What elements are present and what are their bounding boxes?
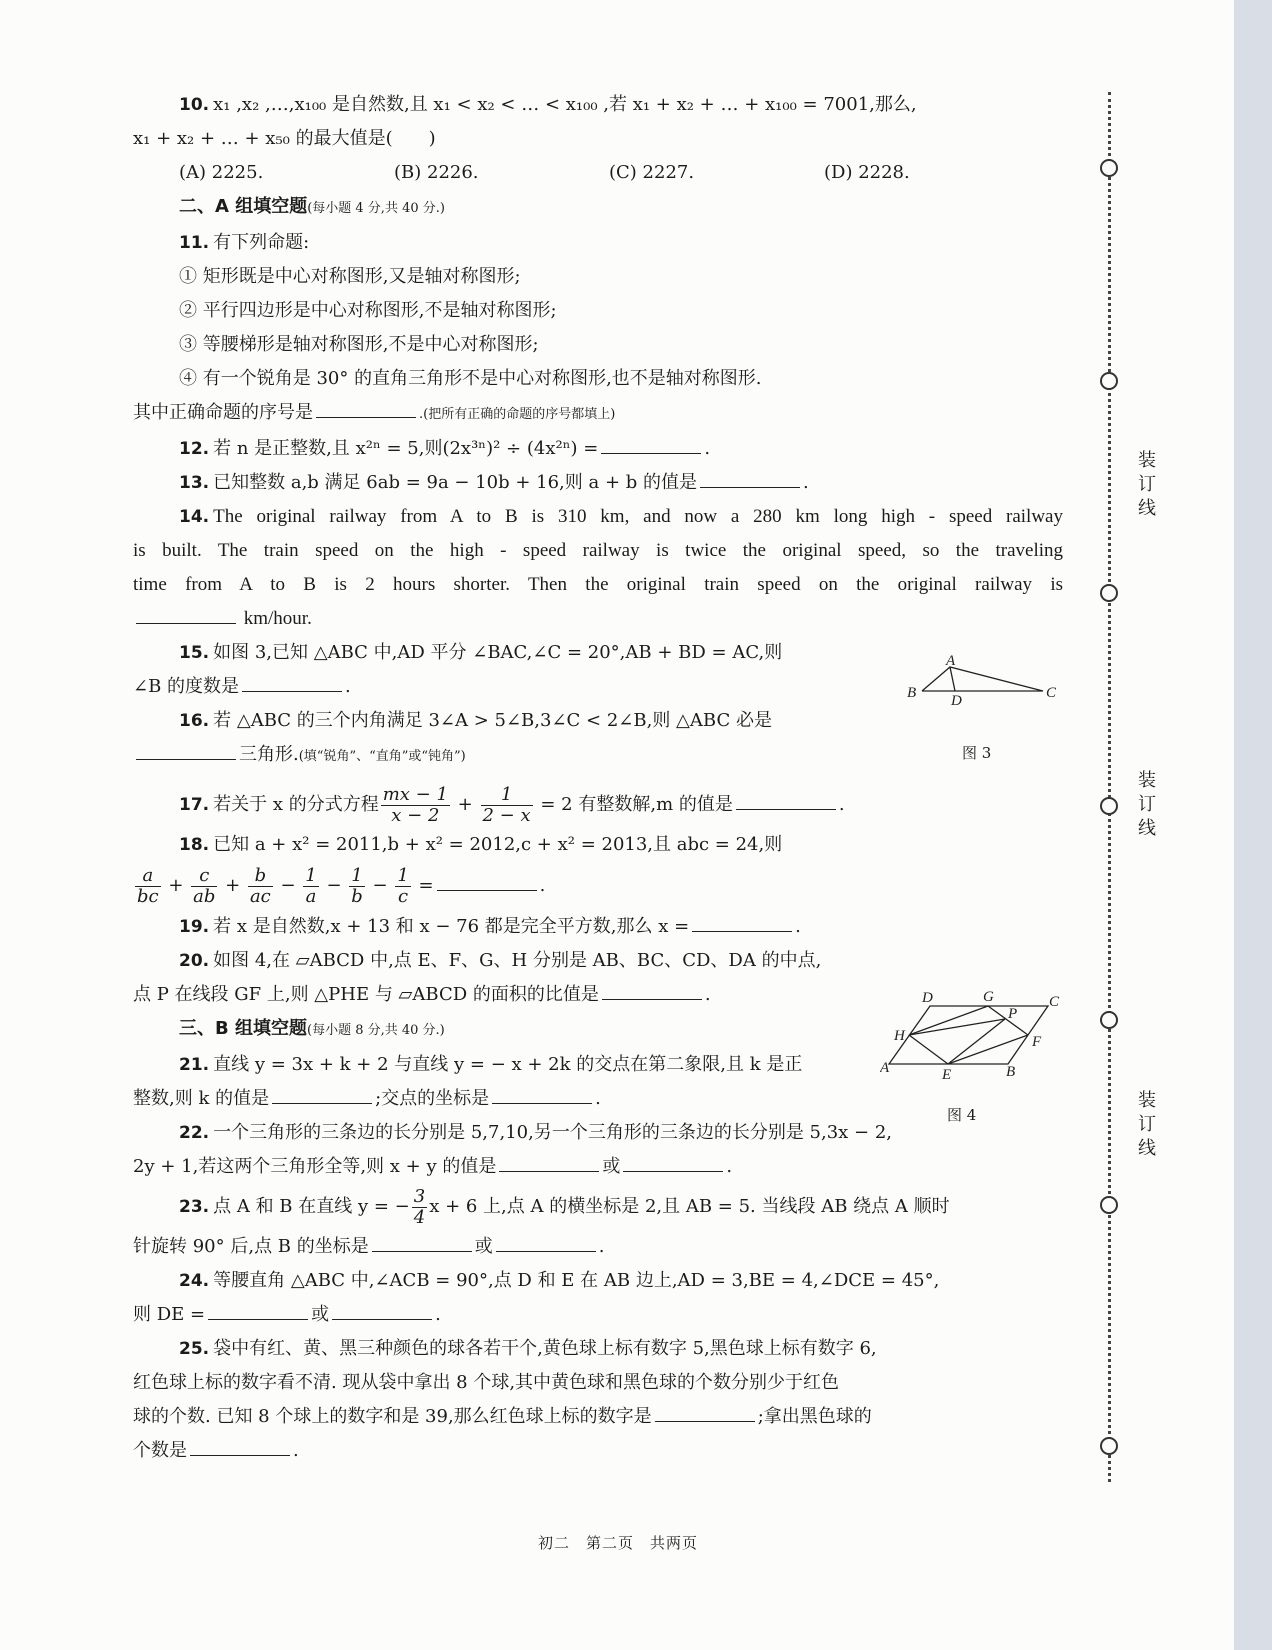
q17-fraction-2 <box>481 785 533 826</box>
q13-number: 13. <box>179 473 210 493</box>
q18-denominator-5: c <box>398 885 409 907</box>
q17-plus: + <box>457 794 473 815</box>
fig4-label-h: H <box>894 1028 905 1044</box>
q17-f1-numerator: mx − 1 <box>382 783 448 805</box>
q11-intro: 有下列命题: <box>213 232 310 253</box>
q23-pre: 点 A 和 B 在直线 y = − <box>213 1196 410 1217</box>
fig4-label-c: C <box>1049 994 1060 1010</box>
q17-pre: 若关于 x 的分式方程 <box>213 794 379 815</box>
q10-choices <box>133 156 1063 190</box>
q23-number: 23. <box>179 1197 210 1217</box>
q18-fraction-5 <box>395 866 410 907</box>
q25-line4 <box>133 1434 1063 1468</box>
q23-or: 或 <box>474 1236 493 1257</box>
q21-point-blank[interactable] <box>492 1085 592 1104</box>
q21-k-blank[interactable] <box>272 1085 372 1104</box>
q23-denominator: 4 <box>413 1206 426 1228</box>
q11-ask <box>133 396 1063 432</box>
fig4-label-g: G <box>983 989 994 1005</box>
q18-numerator-4: 1 <box>349 866 365 887</box>
q14-number: 14. <box>179 507 210 527</box>
q13-answer-blank[interactable] <box>700 469 800 488</box>
q23-answer-blank-1[interactable] <box>372 1233 472 1252</box>
binding-hole-circle-3 <box>1100 584 1118 602</box>
q11-item-4: ④ 有一个锐角是 30° 的直角三角形不是中心对称图形,也不是轴对称图形. <box>179 368 762 389</box>
q15-number: 15. <box>179 643 210 663</box>
q25-red-number-blank[interactable] <box>655 1403 755 1422</box>
q13-text: 已知整数 a,b 满足 6ab = 9a − 10b + 16,则 a + b 的值是 <box>213 472 698 493</box>
q18-line1 <box>133 828 1063 862</box>
q18-text1: 已知 a + x² = 2011,b + x² = 2012,c + x² = 2013,且 abc = 24,则 <box>213 834 783 855</box>
q18-denominator-0: bc <box>137 885 159 907</box>
q22-text1: 一个三角形的三条边的长分别是 5,7,10,另一个三角形的三条边的长分别是 5,3x − 2, <box>213 1122 893 1143</box>
q18-fraction-4 <box>349 866 365 907</box>
q17-f2-numerator: 1 <box>481 785 533 806</box>
q11-item-3: ③ 等腰梯形是轴对称图形,不是中心对称图形; <box>179 334 539 355</box>
q13-end: . <box>803 472 809 493</box>
q18-fraction-1 <box>191 866 217 907</box>
q18-denominator-4: b <box>351 885 363 907</box>
choice-b: (B) 2226. <box>394 162 479 183</box>
q25-end: . <box>293 1440 299 1461</box>
q24-or: 或 <box>311 1304 330 1325</box>
fig3-label-b: B <box>907 685 917 701</box>
q25-line3 <box>133 1400 1063 1434</box>
q25-text4: 个数是 <box>133 1440 187 1461</box>
q18-numerator-5: 1 <box>397 864 409 886</box>
q22-answer-blank-2[interactable] <box>623 1153 723 1172</box>
section-a-title: 二、A 组填空题 <box>179 196 308 217</box>
q23-line2 <box>133 1230 1063 1264</box>
q11-item-2: ② 平行四边形是中心对称图形,不是轴对称图形; <box>179 300 557 321</box>
q25-line1 <box>133 1332 1063 1366</box>
binding-label-1: 装订线 <box>1135 450 1156 522</box>
q18-numerator-1: c <box>191 866 217 887</box>
q17-answer-blank[interactable] <box>736 791 836 810</box>
q23-end: . <box>598 1236 605 1257</box>
q18-denominator-1: ab <box>193 885 216 907</box>
q11-note: .(把所有正确的命题的序号都填上) <box>419 407 616 422</box>
q15-end: . <box>345 676 351 697</box>
figure-3 <box>900 655 1060 709</box>
q13-line <box>133 466 1063 500</box>
q22-end: . <box>726 1156 733 1177</box>
binding-hole-circle-4 <box>1100 797 1118 815</box>
q10-text1: x₁ ,x₂ ,…,x₁₀₀ 是自然数,且 x₁ < x₂ < … < x₁₀₀ ,若 x₁ + x₂ + … + x₁₀₀ = 7001,那么, <box>213 94 917 115</box>
q16-number: 16. <box>179 711 210 731</box>
q24-end: . <box>435 1304 441 1325</box>
q17-post: = 2 有整数解,m 的值是 <box>540 794 733 815</box>
q22-answer-blank-1[interactable] <box>499 1153 599 1172</box>
q11-number: 11. <box>179 233 210 253</box>
q19-answer-blank[interactable] <box>692 913 792 932</box>
q20-line1 <box>133 944 1063 978</box>
q20-text2: 点 P 在线段 GF 上,则 △PHE 与 ▱ABCD 的面积的比值是 <box>133 984 599 1005</box>
fig4-label-p: P <box>1008 1006 1018 1022</box>
q18-denominator-2: ac <box>249 885 271 907</box>
q17-fraction-1 <box>381 785 450 826</box>
section-a-note: (每小题 4 分,共 40 分.) <box>307 201 445 216</box>
q18-operator-1: + <box>162 875 190 896</box>
fig4-label-e: E <box>942 1067 952 1080</box>
q18-denominator-3: a <box>305 885 317 907</box>
fig3-label-c: C <box>1046 685 1057 701</box>
question-content <box>133 88 1063 1468</box>
q11-item-1: ① 矩形既是中心对称图形,又是轴对称图形; <box>179 266 521 287</box>
q23-text2: 针旋转 90° 后,点 B 的坐标是 <box>133 1236 369 1257</box>
q15-text1: 如图 3,已知 △ABC 中,AD 平分 ∠BAC,∠C = 20°,AB + BD = AC,则 <box>213 642 783 663</box>
q10-number: 10. <box>179 95 210 115</box>
q14-line3: time from A to B is 2 hours shorter. Then the original train speed on the original railway is <box>133 574 1063 595</box>
q18-equals: = <box>418 875 434 896</box>
q24-line2 <box>133 1298 1063 1332</box>
q18-numerator-2: b <box>248 866 273 887</box>
q10-line2: x₁ + x₂ + … + x₅₀ 的最大值是( ) <box>133 128 436 149</box>
binding-hole-circle-6 <box>1100 1196 1118 1214</box>
q18-number: 18. <box>179 835 210 855</box>
q22-line2 <box>133 1150 1063 1184</box>
q21-end: . <box>595 1088 601 1109</box>
q21-text2b: ;交点的坐标是 <box>375 1088 490 1109</box>
q18-operator-3: − <box>274 875 302 896</box>
q16-text1: 若 △ABC 的三个内角满足 3∠A > 5∠B,3∠C < 2∠B,则 △ABC 必是 <box>213 710 772 731</box>
q14-line2: is built. The train speed on the high - speed railway is twice the original speed, so the traveling <box>133 540 1063 561</box>
fig4-label-a: A <box>880 1060 890 1076</box>
figure-4 <box>880 988 1060 1084</box>
q18-operator-5: − <box>366 875 394 896</box>
q12-line <box>133 432 1063 466</box>
binding-dotted-line <box>1108 92 1113 1482</box>
q12-end: . <box>704 438 711 459</box>
q20-number: 20. <box>179 951 210 971</box>
q24-number: 24. <box>179 1271 210 1291</box>
q10-line1 <box>133 88 1063 122</box>
fig3-label-d: D <box>951 693 962 705</box>
q18-answer-blank[interactable] <box>437 872 537 891</box>
figure-4-diagram <box>880 988 1060 1080</box>
q17-end: . <box>838 794 845 815</box>
q18-fraction-3 <box>303 866 318 907</box>
q17-f1-denominator: x − 2 <box>391 804 440 826</box>
fig4-label-f: F <box>1032 1034 1042 1050</box>
q15-answer-blank[interactable] <box>242 673 342 692</box>
q22-or: 或 <box>602 1156 621 1177</box>
q24-answer-blank-2[interactable] <box>332 1301 432 1320</box>
q18-operator-2: + <box>219 875 246 896</box>
section-b-note: (每小题 8 分,共 40 分.) <box>307 1023 445 1038</box>
q17-number: 17. <box>179 795 210 815</box>
q12-number: 12. <box>179 439 210 459</box>
q16-note: (填“锐角”、“直角”或“钝角”) <box>298 749 466 764</box>
q19-number: 19. <box>179 917 210 937</box>
q23-line1 <box>133 1184 1063 1230</box>
q18-operator-4: − <box>320 875 348 896</box>
binding-hole-circle-1 <box>1100 159 1118 177</box>
q16-line2 <box>133 738 1063 774</box>
q17-f2-denominator: 2 − x <box>482 804 531 826</box>
q19-line <box>133 910 1063 944</box>
q18-end: . <box>539 875 546 896</box>
choice-a: (A) 2225. <box>179 162 264 183</box>
fig4-label-d: D <box>922 990 933 1006</box>
q20-end: . <box>704 984 711 1005</box>
q24-text2: 则 DE = <box>133 1304 206 1325</box>
binding-label-3: 装订线 <box>1135 1090 1156 1162</box>
q18-fraction-0 <box>135 866 161 907</box>
q14-text1: The original railway from A to B is 310 km, and now a 280 km long high - speed railway <box>213 506 1063 527</box>
q25-line2: 红色球上标的数字看不清. 现从袋中拿出 8 个球,其中黄色球和黑色球的个数分别少于红色 <box>133 1372 840 1393</box>
scan-edge <box>1234 0 1272 1650</box>
q22-line1 <box>133 1116 1063 1150</box>
q12-text: 若 n 是正整数,且 x²ⁿ = 5,则(2x³ⁿ)² ÷ (4x²ⁿ) = <box>213 438 599 459</box>
q22-number: 22. <box>179 1123 210 1143</box>
q21-text1: 直线 y = 3x + k + 2 与直线 y = − x + 2k 的交点在第二象限,且 k 是正 <box>213 1054 803 1075</box>
q22-text2: 2y + 1,若这两个三角形全等,则 x + y 的值是 <box>133 1156 497 1177</box>
q23-post: x + 6 上,点 A 的横坐标是 2,且 AB = 5. 当线段 AB 绕点 A 顺时 <box>429 1196 950 1217</box>
q12-answer-blank[interactable] <box>601 435 701 454</box>
q25-black-count-blank[interactable] <box>190 1437 290 1456</box>
q17-line <box>133 782 1063 828</box>
section-a-heading <box>133 190 1063 226</box>
q25-number: 25. <box>179 1339 210 1359</box>
q16-answer-blank[interactable] <box>136 741 236 760</box>
q21-number: 21. <box>179 1055 210 1075</box>
q18-expression <box>133 864 413 907</box>
q25-text3a: 球的个数. 已知 8 个球上的数字和是 39,那么红色球上标的数字是 <box>133 1406 652 1427</box>
q16-line1 <box>133 704 1063 738</box>
q14-line4 <box>133 602 1063 636</box>
page-footer: 初二 第二页 共两页 <box>537 1534 698 1552</box>
q14-answer-blank[interactable] <box>136 605 236 624</box>
fig3-label-a: A <box>946 655 956 669</box>
q18-numerator-3: 1 <box>305 864 317 886</box>
choice-d: (D) 2228. <box>824 162 910 183</box>
figure-4-caption: 图 4 <box>947 1106 977 1124</box>
q25-text3b: ;拿出黑色球的 <box>757 1406 872 1427</box>
q18-fraction-2 <box>248 866 273 907</box>
q24-answer-blank-1[interactable] <box>208 1301 308 1320</box>
q23-answer-blank-2[interactable] <box>496 1233 596 1252</box>
q21-line2 <box>133 1082 1063 1116</box>
q19-text: 若 x 是自然数,x + 13 和 x − 76 都是完全平方数,那么 x = <box>213 916 690 937</box>
q16-text2: 三角形. <box>239 744 299 765</box>
q24-text1: 等腰直角 △ABC 中,∠ACB = 90°,点 D 和 E 在 AB 边上,AD = 3,BE = 4,∠DCE = 45°, <box>213 1270 940 1291</box>
q24-line1 <box>133 1264 1063 1298</box>
q21-text2a: 整数,则 k 的值是 <box>133 1088 270 1109</box>
q25-text1: 袋中有红、黄、黑三种颜色的球各若干个,黄色球上标有数字 5,黑色球上标有数字 6, <box>213 1338 877 1359</box>
q18-line2 <box>133 862 1063 910</box>
q14-unit: km/hour. <box>243 608 312 629</box>
binding-hole-circle-5 <box>1100 1011 1118 1029</box>
binding-hole-circle-7 <box>1100 1437 1118 1455</box>
q14-line1 <box>133 500 1063 534</box>
q11-ask-text: 其中正确命题的序号是 <box>133 402 313 423</box>
q15-text2: ∠B 的度数是 <box>133 676 240 697</box>
figure-3-caption: 图 3 <box>962 744 992 762</box>
q20-answer-blank[interactable] <box>602 981 702 1000</box>
binding-hole-circle-2 <box>1100 372 1118 390</box>
q19-end: . <box>795 916 801 937</box>
fig4-label-b: B <box>1006 1064 1016 1080</box>
section-b-title: 三、B 组填空题 <box>179 1018 307 1039</box>
q11-answer-blank[interactable] <box>316 399 416 418</box>
figure-3-diagram <box>900 655 1060 705</box>
q23-numerator: 3 <box>413 1185 426 1207</box>
binding-label-2: 装订线 <box>1135 770 1156 842</box>
choice-c: (C) 2227. <box>609 162 695 183</box>
q18-numerator-0: a <box>135 866 161 887</box>
q20-text1: 如图 4,在 ▱ABCD 中,点 E、F、G、H 分别是 AB、BC、CD、DA 的中点, <box>213 950 822 971</box>
q11-line <box>133 226 1063 260</box>
q23-fraction <box>412 1187 427 1228</box>
